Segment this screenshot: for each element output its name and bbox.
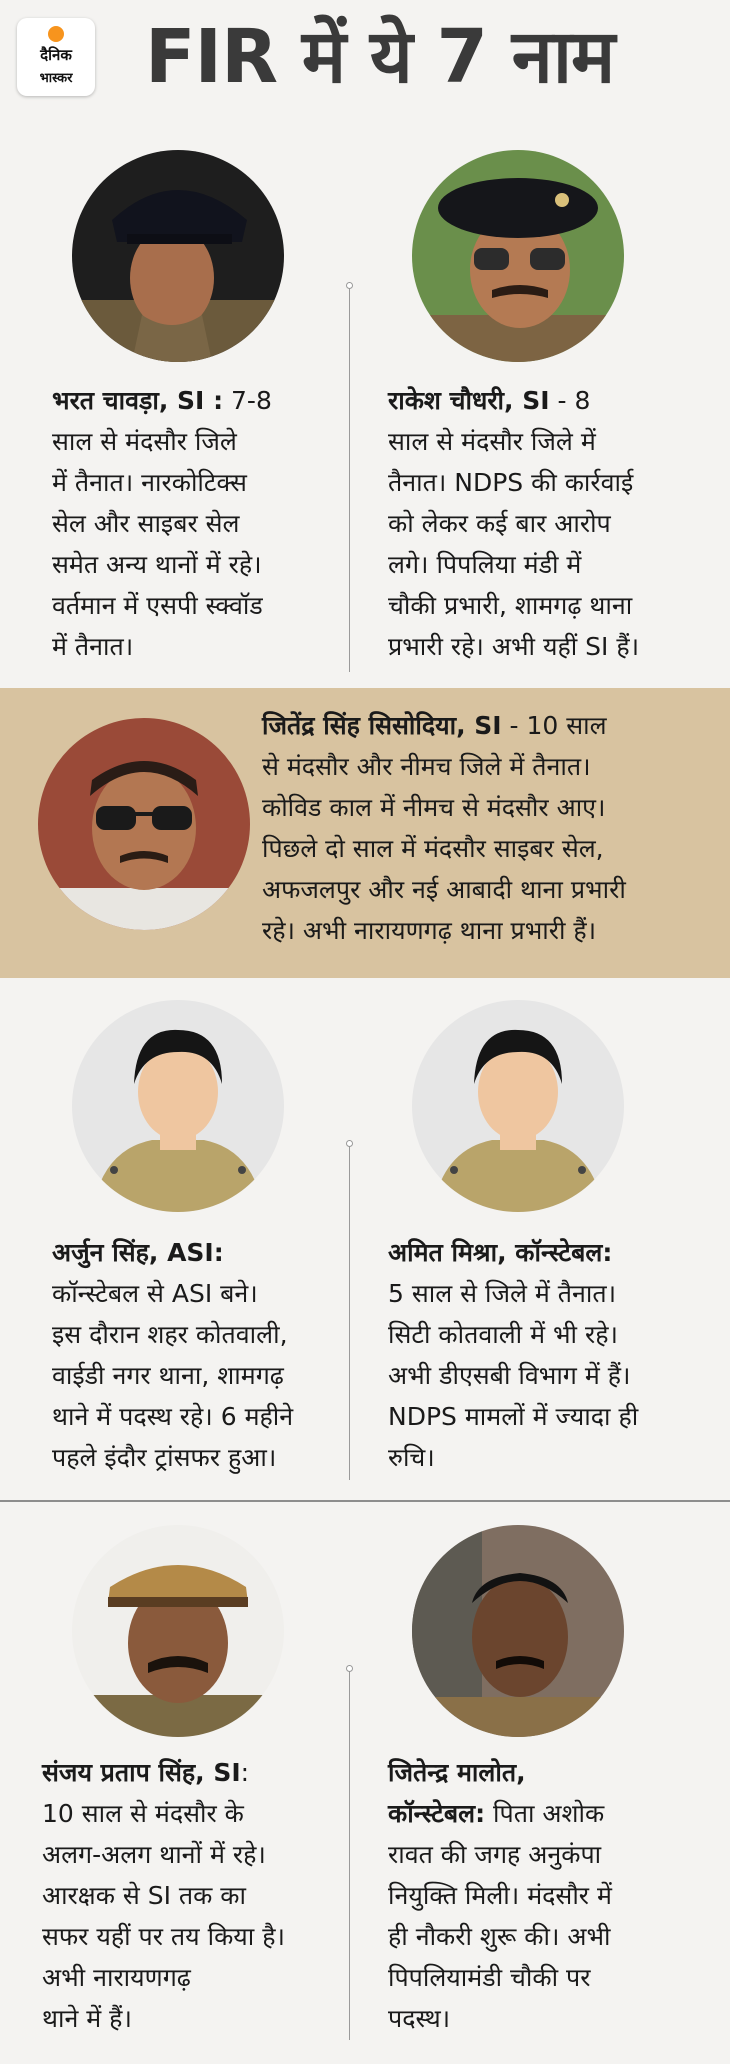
officer-photo-jitendra-malot <box>412 1525 624 1737</box>
officer-name: अर्जुन सिंह, ASI: <box>52 1238 224 1267</box>
column-divider <box>349 1140 350 1480</box>
officer-card-amit: अमित मिश्रा, कॉन्स्टेबल: 5 साल से जिले में तैनात। सिटी कोतवाली में भी रहे। अभी डीएसबी विभाग में हैं। NDPS मामलों में ज्यादा ही रुचि। <box>388 1238 639 1472</box>
officer-card-jitendra-malot: जितेन्द्र मालोत, कॉन्स्टेबल: पिता अशोक रावत की जगह अनुकंपा नियुक्ति मिली। मंदसौर में ही नौकरी शुरू की। अभी पिपलियामंडी चौकी पर पदस्थ। <box>388 1758 612 2033</box>
officer-card-jitendra-sisodia: जितेंद्र सिंह सिसोदिया, SI - 10 साल से मंदसौर और नीमच जिले में तैनात। कोविड काल में नीमच से मंदसौर आए। पिछले दो साल में मंदसौर साइबर सेल, अफजलपुर और नई आबादी थाना प्रभारी रहे। अभी नारायणगढ़ थाना प्रभारी हैं। <box>262 711 626 945</box>
officer-card-arjun: अर्जुन सिंह, ASI: कॉन्स्टेबल से ASI बने। इस दौरान शहर कोतवाली, वाईडी नगर थाना, शामगढ़ थाने में पदस्थ रहे। 6 महीने पहले इंदौर ट्रांसफर हुआ। <box>52 1238 294 1472</box>
officer-card-bharat: भरत चावड़ा, SI : 7-8 साल से मंदसौर जिले में तैनात। नारकोटिक्स सेल और साइबर सेल समेत अन्य थानों में रहे। वर्तमान में एसपी स्क्वॉड में तैनात। <box>52 386 272 661</box>
officer-card-sanjay: संजय प्रताप सिंह, SI: 10 साल से मंदसौर के अलग-अलग थानों में रहे। आरक्षक से SI तक का सफर यहीं पर तय किया है। अभी नारायणगढ़ थाने में हैं। <box>42 1758 285 2033</box>
page-title: FIR में ये 7 नाम <box>145 14 615 100</box>
logo-line-2: भास्कर <box>39 71 73 86</box>
officer-name: संजय प्रताप सिंह, SI <box>42 1758 241 1787</box>
officer-name: जितेन्द्र मालोत, <box>388 1758 526 1787</box>
dainik-bhaskar-logo <box>17 18 95 96</box>
sun-icon <box>48 26 64 42</box>
officer-photo-sanjay <box>72 1525 284 1737</box>
officer-photo-bharat <box>72 150 284 362</box>
section-divider <box>0 1500 730 1502</box>
officer-photo-jitendra-sisodia <box>38 718 250 930</box>
officer-designation: कॉन्स्टेबल: <box>388 1799 486 1828</box>
logo-line-1: दैनिक <box>40 46 72 64</box>
officer-photo-placeholder-arjun <box>72 1000 284 1212</box>
officer-name: राकेश चौधरी, SI <box>388 386 550 415</box>
header <box>0 0 730 130</box>
column-divider <box>349 282 350 672</box>
officer-name: भरत चावड़ा, SI : <box>52 386 224 415</box>
officer-card-rakesh: राकेश चौधरी, SI - 8 साल से मंदसौर जिले में तैनात। NDPS की कार्रवाई को लेकर कई बार आरोप लगे। पिपलिया मंडी में चौकी प्रभारी, शामगढ़ थाना प्रभारी रहे। अभी यहीं SI हैं। <box>388 386 640 661</box>
officer-photo-rakesh <box>412 150 624 362</box>
officer-photo-placeholder-amit <box>412 1000 624 1212</box>
officer-name: जितेंद्र सिंह सिसोदिया, SI <box>262 711 502 740</box>
column-divider <box>349 1665 350 2040</box>
officer-name: अमित मिश्रा, कॉन्स्टेबल: <box>388 1238 613 1267</box>
